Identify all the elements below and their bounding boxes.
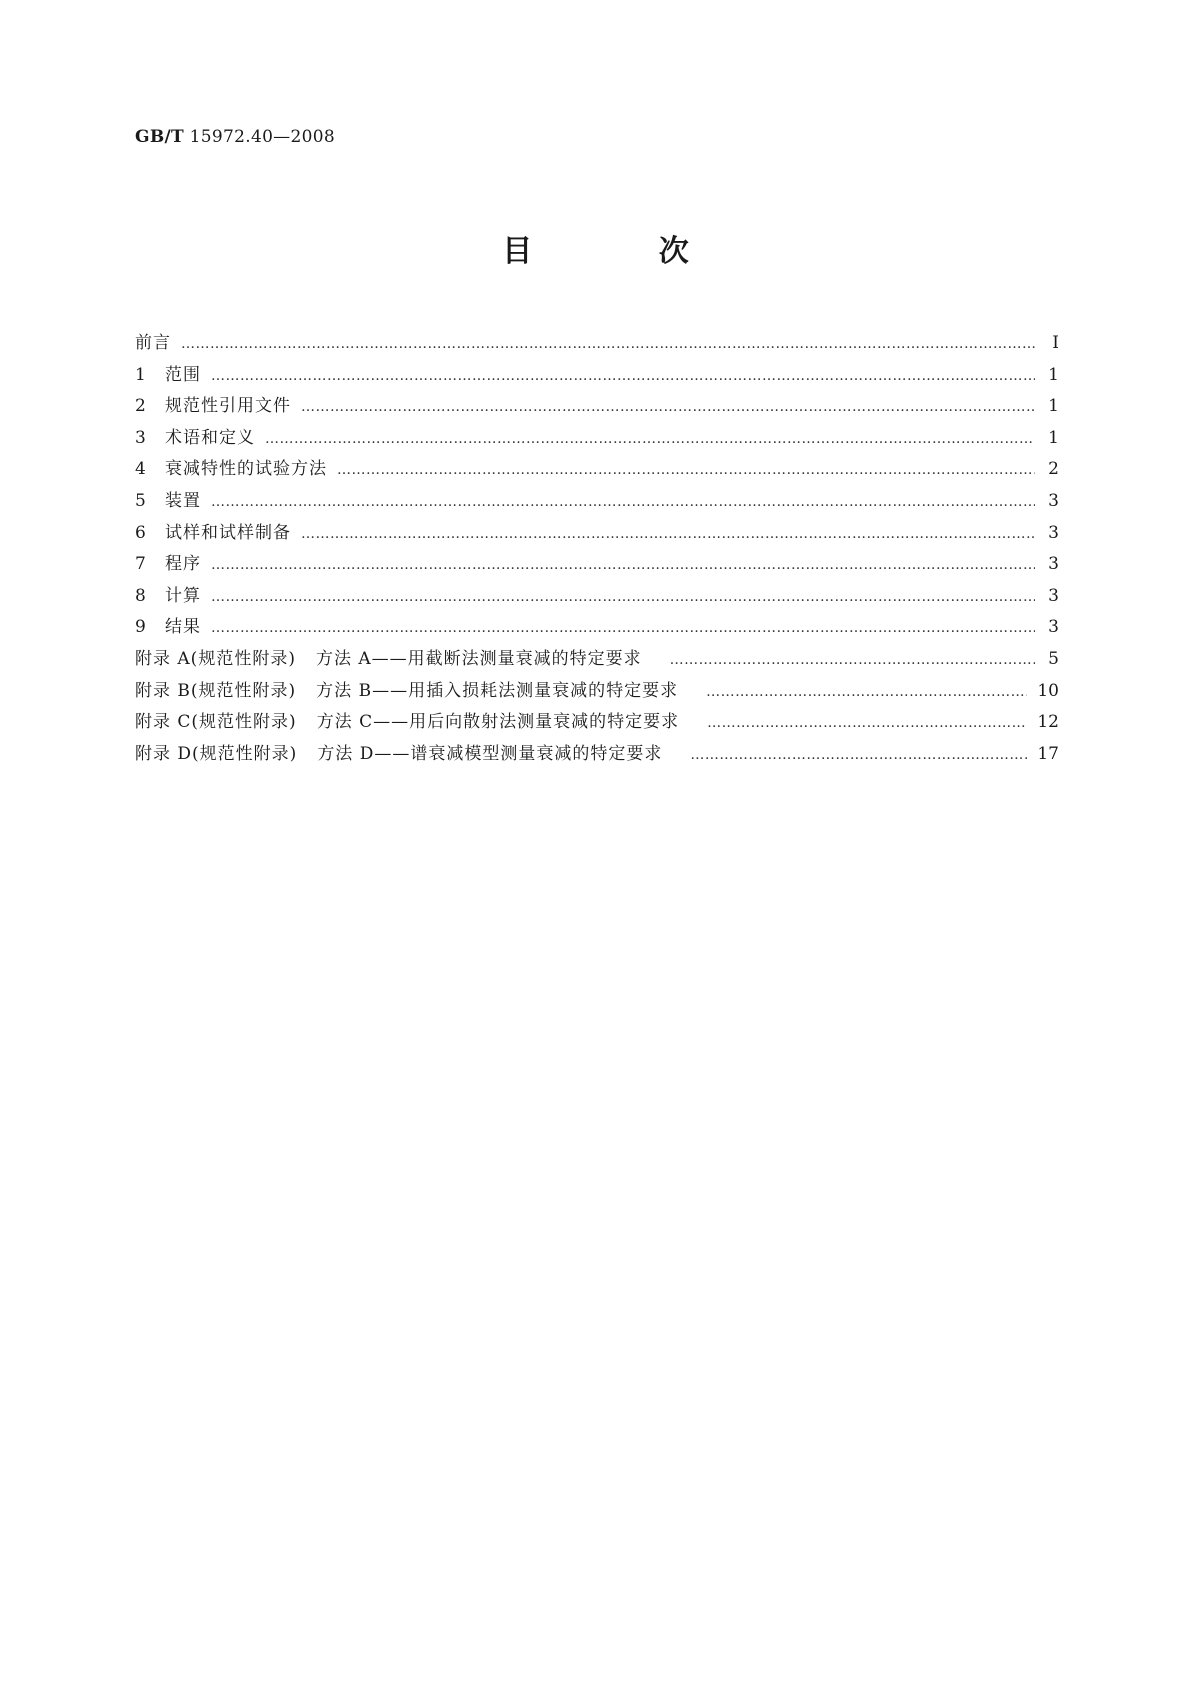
toc-leader-dots bbox=[690, 740, 1027, 772]
toc-entry-number: 3 bbox=[135, 427, 146, 448]
toc-entry-label: 范围 bbox=[165, 364, 201, 385]
toc-entry-page: 3 bbox=[1048, 490, 1059, 511]
toc-leader-dots bbox=[265, 424, 1035, 456]
toc-appendix-label bbox=[135, 676, 678, 708]
toc-appendix-label bbox=[135, 644, 642, 676]
toc-entry-number: 6 bbox=[135, 522, 146, 543]
toc-entry-1[interactable] bbox=[135, 360, 1059, 392]
toc-entry-2[interactable] bbox=[135, 391, 1059, 423]
toc-entry-5[interactable] bbox=[135, 486, 1059, 518]
toc-entry-8[interactable] bbox=[135, 581, 1059, 613]
appendix-method: 方法 C——用后向散射法测量衰减的特定要求 bbox=[316, 712, 680, 733]
toc-entry-3[interactable] bbox=[135, 423, 1059, 455]
toc-entry-page: 12 bbox=[1037, 712, 1059, 733]
toc-entry-page: 2 bbox=[1048, 459, 1059, 480]
toc-leader-dots bbox=[337, 455, 1035, 487]
toc-leader-dots bbox=[211, 613, 1035, 645]
toc-entry-6[interactable] bbox=[135, 518, 1059, 550]
toc-entry-page: 1 bbox=[1048, 364, 1059, 385]
toc-entry-number: 4 bbox=[135, 459, 146, 480]
standard-prefix: GB/T bbox=[135, 127, 184, 147]
toc-leader-dots bbox=[211, 487, 1035, 519]
toc-entry-label: 规范性引用文件 bbox=[165, 396, 291, 417]
toc-entry-page: 3 bbox=[1048, 554, 1059, 575]
toc-leader-dots bbox=[706, 677, 1027, 709]
toc-entry-page: 1 bbox=[1048, 396, 1059, 417]
toc-entry-number: 1 bbox=[135, 364, 146, 385]
toc-entry-page: 5 bbox=[1048, 648, 1059, 669]
toc-leader-dots bbox=[301, 519, 1035, 551]
toc-entry-9[interactable] bbox=[135, 612, 1059, 644]
appendix-method: 方法 D——谱衰减模型测量衰减的特定要求 bbox=[317, 743, 663, 764]
toc-entry-7[interactable] bbox=[135, 549, 1059, 581]
appendix-title: 附录 B(规范性附录) bbox=[135, 680, 297, 701]
toc-entry-page: 3 bbox=[1048, 617, 1059, 638]
toc-entry-label: 程序 bbox=[165, 554, 201, 575]
toc-entry-number: 8 bbox=[135, 585, 146, 606]
toc-entry-page: 10 bbox=[1037, 680, 1059, 701]
toc-entry-label: 计算 bbox=[165, 585, 201, 606]
toc-entry-label: 前言 bbox=[135, 333, 171, 353]
toc-leader-dots bbox=[211, 550, 1035, 582]
appendix-title: 附录 C(规范性附录) bbox=[135, 712, 297, 733]
appendix-method: 方法 A——用截断法测量衰减的特定要求 bbox=[315, 648, 642, 669]
standard-number: 15972.40—2008 bbox=[189, 127, 335, 147]
appendix-method: 方法 B——用插入损耗法测量衰减的特定要求 bbox=[316, 680, 679, 701]
toc-leader-dots bbox=[707, 708, 1027, 740]
toc-entry-page: 3 bbox=[1048, 585, 1059, 606]
appendix-title: 附录 A(规范性附录) bbox=[135, 648, 296, 669]
toc-entry-appendix-c[interactable] bbox=[135, 707, 1059, 739]
toc-leader-dots bbox=[301, 392, 1035, 424]
standard-code bbox=[135, 127, 335, 147]
page-title: 目 次 bbox=[502, 234, 747, 269]
toc-leader-dots bbox=[181, 329, 1035, 361]
toc-entry-label: 衰减特性的试验方法 bbox=[165, 459, 327, 480]
toc-entry-number: 5 bbox=[135, 490, 146, 511]
toc-entry-number: 2 bbox=[135, 396, 146, 417]
toc-entry-label: 术语和定义 bbox=[165, 427, 255, 448]
toc-entry-4[interactable] bbox=[135, 454, 1059, 486]
toc-leader-dots bbox=[670, 645, 1035, 677]
toc-entry-page: 1 bbox=[1048, 427, 1059, 448]
toc-entry-label: 装置 bbox=[165, 490, 201, 511]
toc-appendix-label bbox=[135, 739, 662, 771]
toc-leader-dots bbox=[211, 582, 1035, 614]
toc-entry-number: 9 bbox=[135, 617, 146, 638]
toc-entry-appendix-b[interactable] bbox=[135, 676, 1059, 708]
toc-entry-appendix-d[interactable] bbox=[135, 739, 1059, 771]
toc-entry-page: Ⅰ bbox=[1052, 333, 1059, 353]
toc-entry-appendix-a[interactable] bbox=[135, 644, 1059, 676]
appendix-title: 附录 D(规范性附录) bbox=[135, 743, 298, 764]
toc-entry-label: 结果 bbox=[165, 617, 201, 638]
toc-entry-label: 试样和试样制备 bbox=[165, 522, 291, 543]
toc-appendix-label bbox=[135, 707, 679, 739]
toc-entry-page: 17 bbox=[1037, 743, 1059, 764]
toc-leader-dots bbox=[211, 361, 1035, 393]
toc-entry-foreword[interactable] bbox=[135, 328, 1059, 360]
toc-entry-page: 3 bbox=[1048, 522, 1059, 543]
table-of-contents bbox=[135, 328, 1059, 770]
toc-entry-number: 7 bbox=[135, 554, 146, 575]
